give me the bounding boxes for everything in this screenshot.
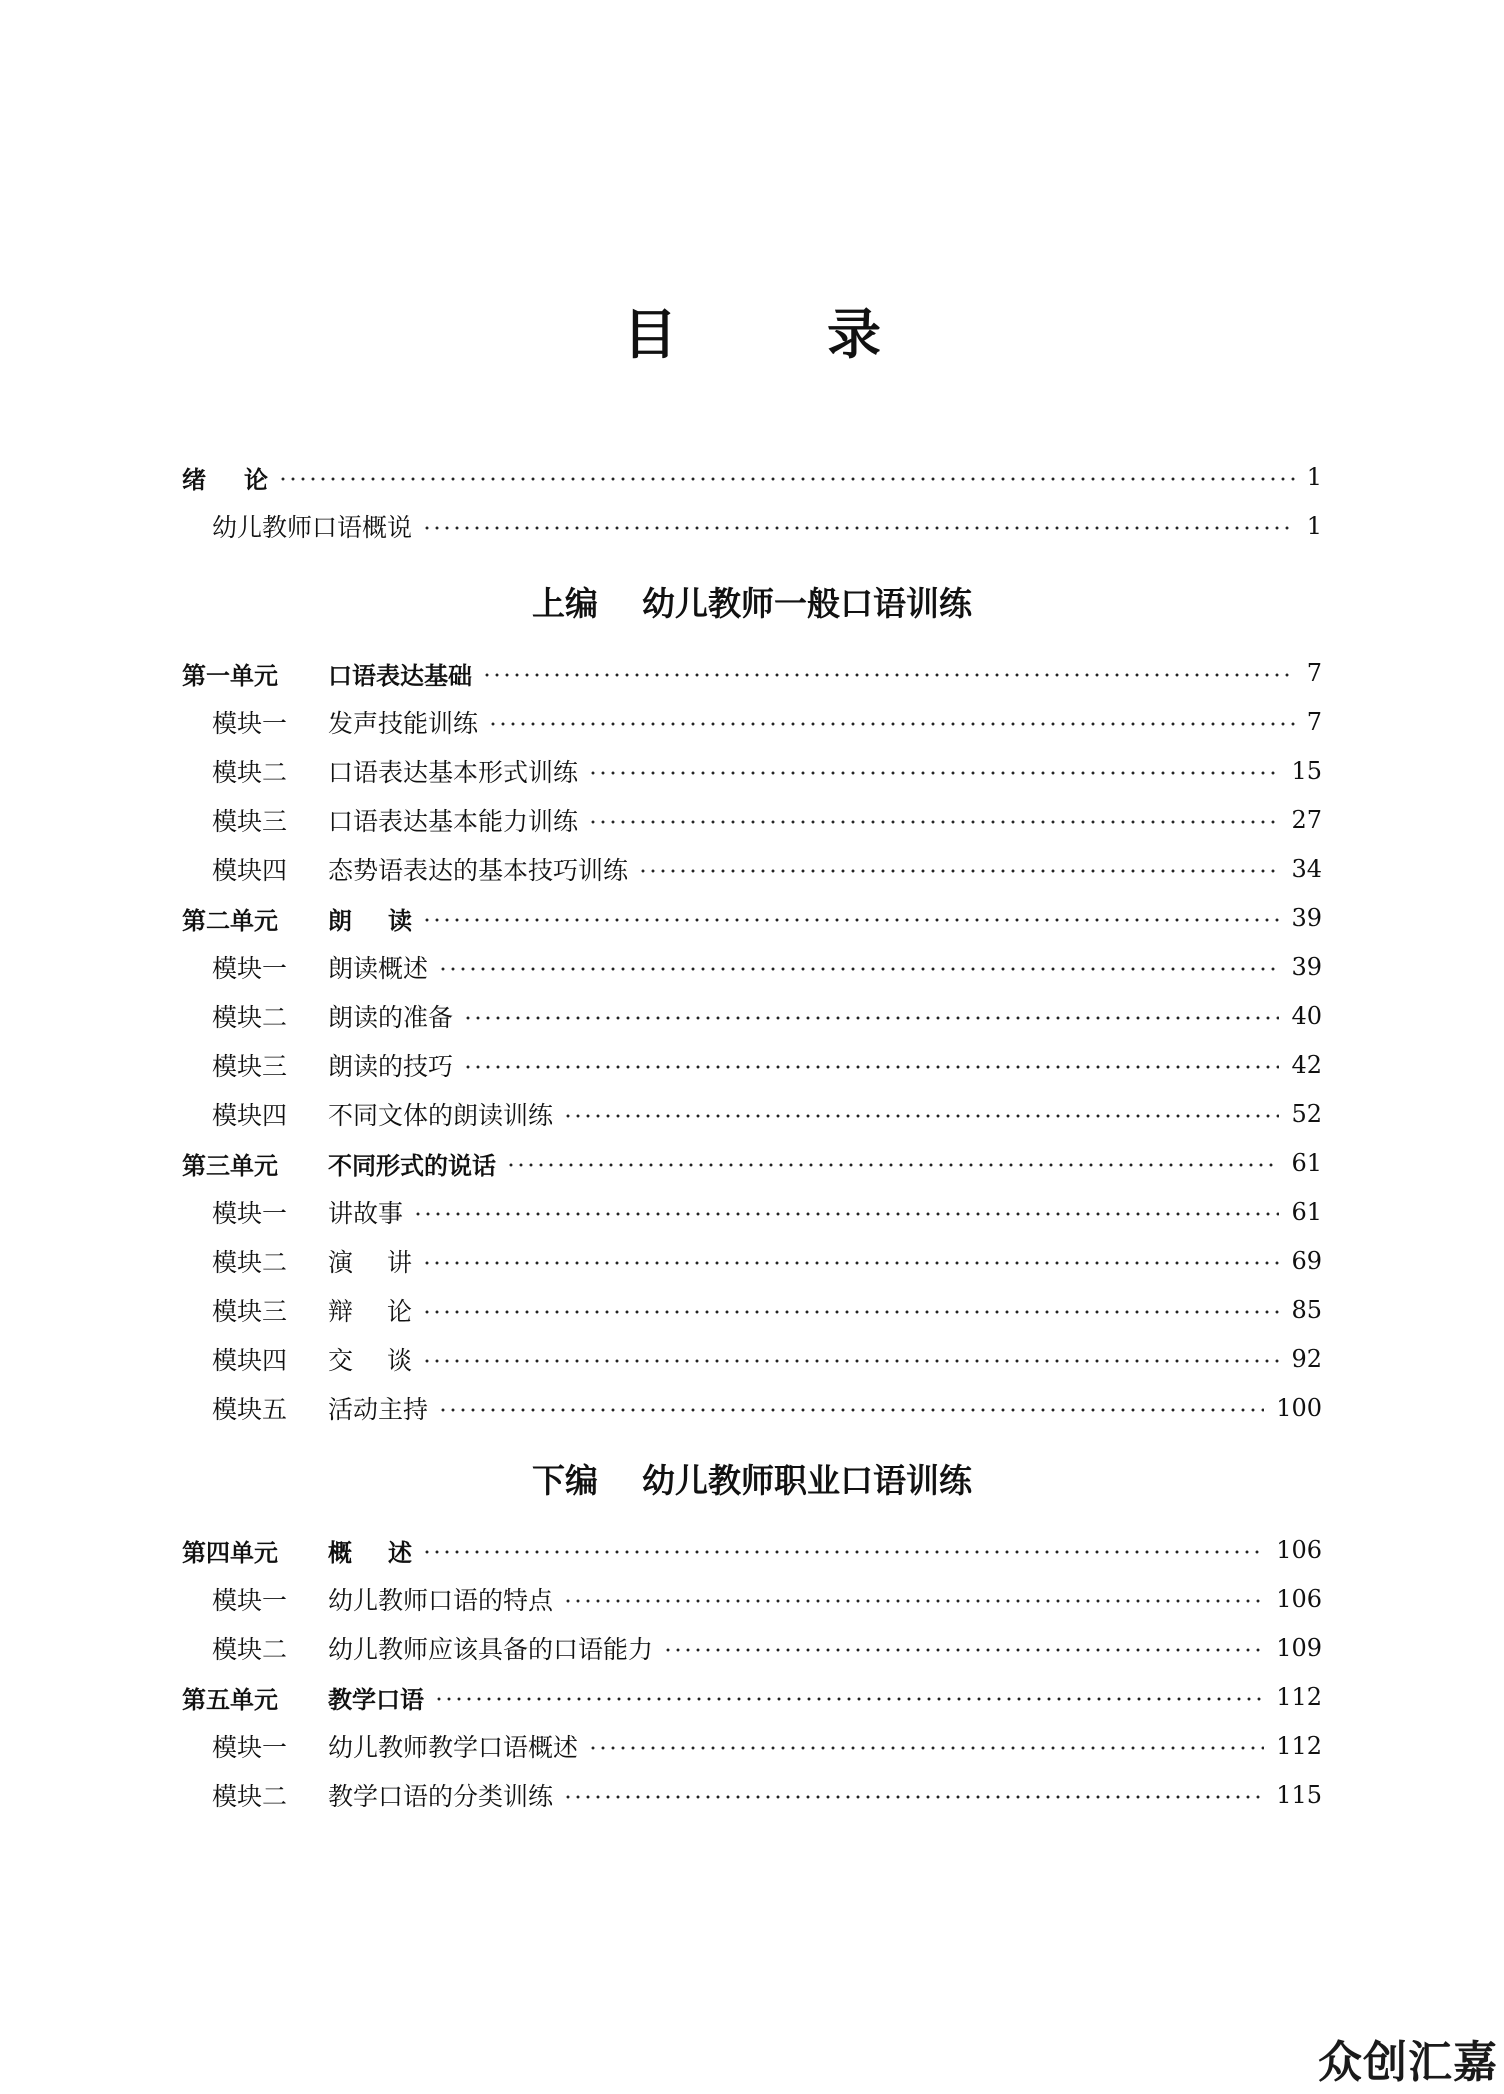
dot-leader — [488, 722, 1295, 726]
module-title: 幼儿教师教学口语概述 — [328, 1733, 579, 1762]
unit-title: 不同形式的说话 — [328, 1151, 496, 1180]
module-title: 活动主持 — [328, 1395, 429, 1424]
dot-leader — [434, 1697, 1264, 1701]
dot-leader — [463, 1016, 1279, 1020]
page-number: 34 — [1291, 855, 1322, 883]
toc-entry-intro[interactable] — [182, 457, 1322, 497]
page-number: 115 — [1276, 1781, 1322, 1809]
dot-leader — [663, 1648, 1264, 1652]
intro-heading-label: 绪论 — [182, 465, 268, 494]
module-label: 模块四 — [212, 1346, 288, 1375]
dot-leader — [278, 477, 1295, 481]
toc-module[interactable] — [212, 1726, 1322, 1766]
toc-unit-3[interactable] — [182, 1143, 1322, 1183]
module-title: 态势语表达的基本技巧训练 — [328, 856, 629, 885]
toc-entry-intro-item[interactable] — [212, 506, 1322, 546]
module-label: 模块二 — [212, 1635, 288, 1664]
module-label: 模块五 — [212, 1395, 288, 1424]
module-label: 模块二 — [212, 1248, 288, 1277]
module-label: 模块一 — [212, 1586, 288, 1615]
module-label: 模块一 — [212, 1733, 288, 1762]
page-number: 112 — [1276, 1732, 1322, 1760]
toc-module[interactable] — [212, 1045, 1322, 1085]
page-title: 目 录 — [623, 303, 881, 366]
toc-module[interactable] — [212, 947, 1322, 987]
page-number: 52 — [1291, 1100, 1322, 1128]
module-title: 不同文体的朗读训练 — [328, 1101, 554, 1130]
module-label: 模块二 — [212, 1782, 288, 1811]
dot-leader — [638, 869, 1279, 873]
toc-module[interactable] — [212, 1388, 1322, 1428]
toc-unit-4[interactable] — [182, 1530, 1322, 1570]
toc-module[interactable] — [212, 1241, 1322, 1281]
toc-module[interactable] — [212, 1628, 1322, 1668]
toc-module[interactable] — [212, 1339, 1322, 1379]
dot-leader — [422, 1310, 1279, 1314]
page-number: 100 — [1276, 1394, 1322, 1422]
page-number: 92 — [1291, 1345, 1322, 1373]
module-title: 幼儿教师口语的特点 — [328, 1586, 554, 1615]
unit-title: 朗读 — [328, 906, 412, 935]
page-number: 106 — [1276, 1536, 1322, 1564]
page-number: 69 — [1291, 1247, 1322, 1275]
module-title: 交谈 — [328, 1346, 412, 1375]
unit-title: 口语表达基础 — [328, 661, 472, 690]
module-title: 朗读的准备 — [328, 1003, 454, 1032]
page-number: 106 — [1276, 1585, 1322, 1613]
page-number: 112 — [1276, 1683, 1322, 1711]
module-title: 幼儿教师应该具备的口语能力 — [328, 1635, 654, 1664]
page-number: 1 — [1306, 463, 1322, 491]
dot-leader — [482, 673, 1295, 677]
module-title: 演讲 — [328, 1248, 412, 1277]
page-number: 15 — [1291, 757, 1322, 785]
page-number: 85 — [1291, 1296, 1322, 1324]
module-label: 模块三 — [212, 807, 288, 836]
module-title: 辩论 — [328, 1297, 412, 1326]
toc-module[interactable] — [212, 996, 1322, 1036]
dot-leader — [588, 1746, 1264, 1750]
dot-leader — [588, 820, 1279, 824]
page-number: 42 — [1291, 1051, 1322, 1079]
dot-leader — [506, 1163, 1279, 1167]
toc-module[interactable] — [212, 1290, 1322, 1330]
toc-module[interactable] — [212, 751, 1322, 791]
module-label: 模块四 — [212, 856, 288, 885]
unit-title: 概述 — [328, 1538, 412, 1567]
toc-module[interactable] — [212, 800, 1322, 840]
module-label: 模块三 — [212, 1297, 288, 1326]
page-number: 61 — [1291, 1198, 1322, 1226]
page-number: 7 — [1306, 708, 1322, 736]
page-number: 1 — [1306, 512, 1322, 540]
toc-unit-5[interactable] — [182, 1677, 1322, 1717]
module-title: 口语表达基本能力训练 — [328, 807, 579, 836]
page-number: 7 — [1306, 659, 1322, 687]
toc-module[interactable] — [212, 1192, 1322, 1232]
module-label: 模块二 — [212, 758, 288, 787]
dot-leader — [438, 1408, 1264, 1412]
dot-leader — [422, 526, 1295, 530]
dot-leader — [463, 1065, 1279, 1069]
page-number: 61 — [1291, 1149, 1322, 1177]
watermark-logo: 众创汇嘉 — [1318, 2037, 1498, 2088]
module-label: 模块一 — [212, 709, 288, 738]
module-title: 朗读的技巧 — [328, 1052, 454, 1081]
toc-module[interactable] — [212, 702, 1322, 742]
dot-leader — [563, 1795, 1264, 1799]
dot-leader — [422, 1550, 1264, 1554]
dot-leader — [413, 1212, 1279, 1216]
dot-leader — [563, 1114, 1279, 1118]
module-title: 朗读概述 — [328, 954, 429, 983]
module-label: 模块二 — [212, 1003, 288, 1032]
dot-leader — [422, 918, 1279, 922]
module-label: 模块一 — [212, 1199, 288, 1228]
dot-leader — [422, 1261, 1279, 1265]
module-label: 模块四 — [212, 1101, 288, 1130]
dot-leader — [563, 1599, 1264, 1603]
page-number: 109 — [1276, 1634, 1322, 1662]
module-title: 讲故事 — [328, 1199, 404, 1228]
toc-module[interactable] — [212, 849, 1322, 889]
unit-label: 第一单元 — [182, 661, 278, 690]
unit-label: 第三单元 — [182, 1151, 278, 1180]
page-number: 39 — [1291, 904, 1322, 932]
part-heading-1: 上编 幼儿教师一般口语训练 — [532, 584, 972, 623]
page-number: 40 — [1291, 1002, 1322, 1030]
unit-label: 第五单元 — [182, 1685, 278, 1714]
unit-label: 第四单元 — [182, 1538, 278, 1567]
toc-module[interactable] — [212, 1775, 1322, 1815]
toc-module[interactable] — [212, 1094, 1322, 1134]
toc-unit-1[interactable] — [182, 653, 1322, 693]
module-title: 教学口语的分类训练 — [328, 1782, 554, 1811]
unit-label: 第二单元 — [182, 906, 278, 935]
dot-leader — [422, 1359, 1279, 1363]
module-title: 发声技能训练 — [328, 709, 479, 738]
dot-leader — [588, 771, 1279, 775]
toc-module[interactable] — [212, 1579, 1322, 1619]
unit-title: 教学口语 — [328, 1685, 424, 1714]
part-heading-2: 下编 幼儿教师职业口语训练 — [532, 1461, 972, 1500]
module-title: 口语表达基本形式训练 — [328, 758, 579, 787]
module-label: 模块一 — [212, 954, 288, 983]
dot-leader — [438, 967, 1279, 971]
page-number: 39 — [1291, 953, 1322, 981]
module-label: 模块三 — [212, 1052, 288, 1081]
page-number: 27 — [1291, 806, 1322, 834]
entry-title: 幼儿教师口语概说 — [212, 513, 413, 542]
toc-unit-2[interactable] — [182, 898, 1322, 938]
